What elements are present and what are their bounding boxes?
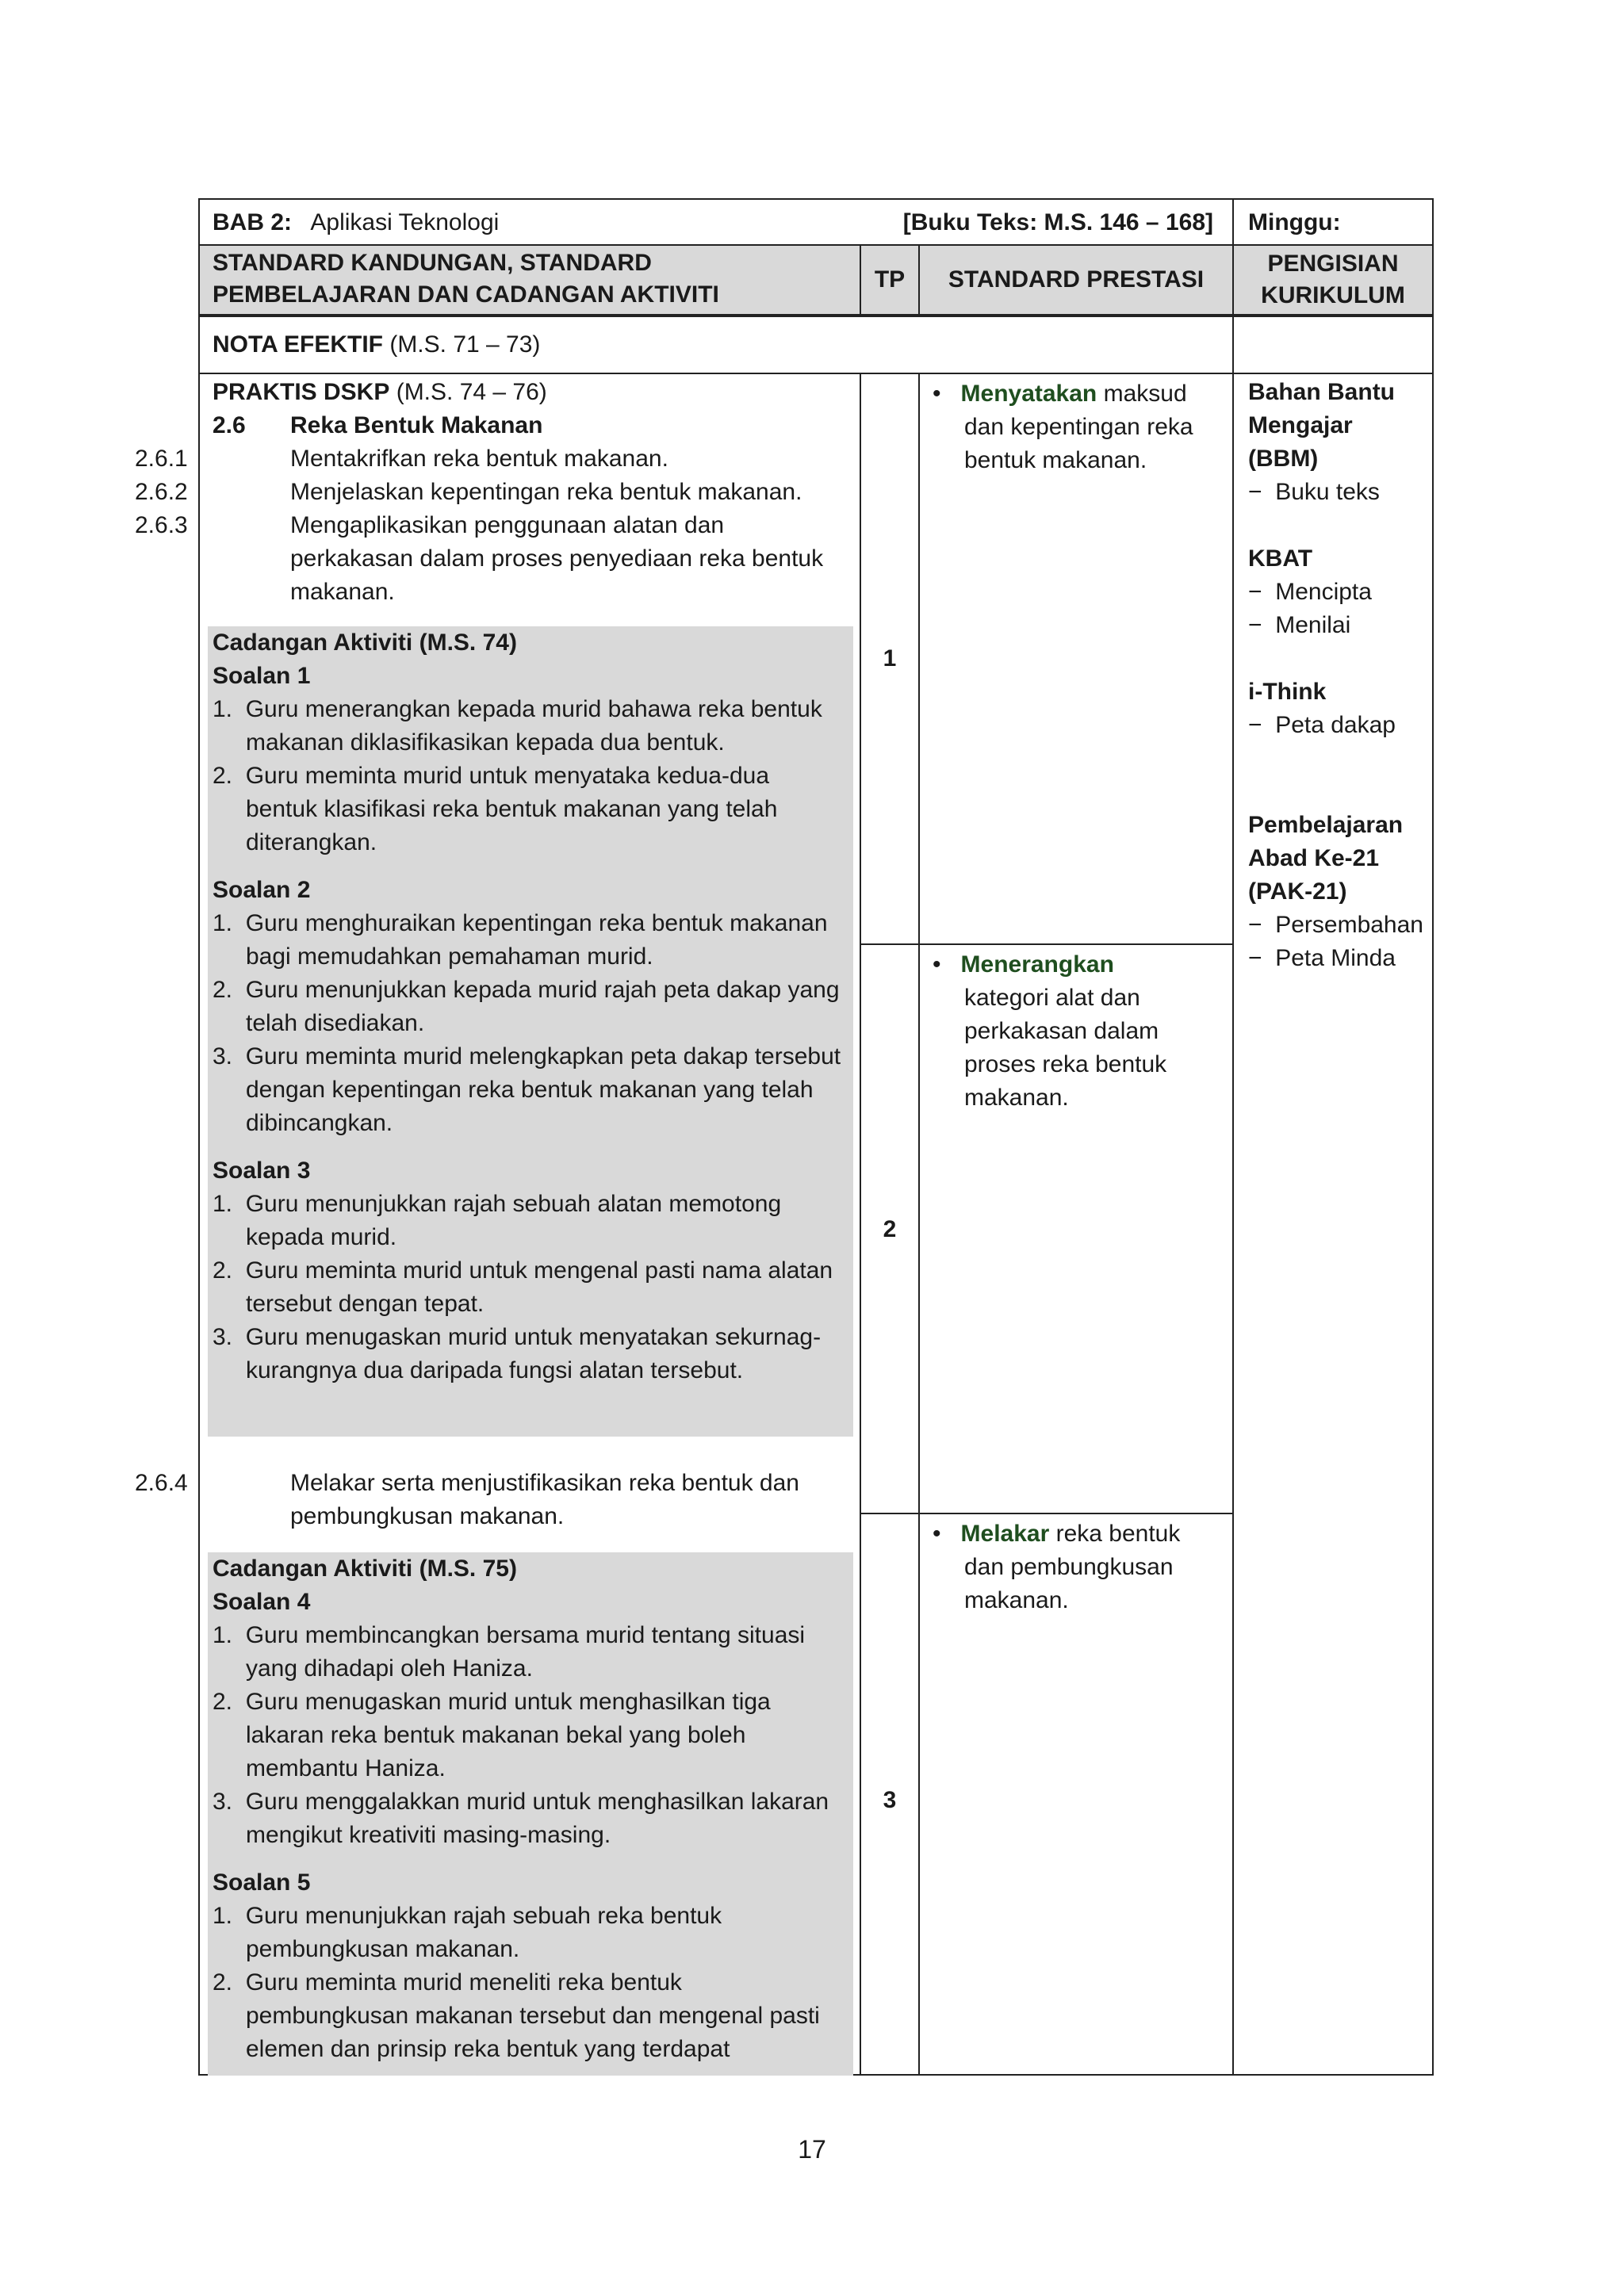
- question-title: Soalan 5: [213, 1869, 311, 1896]
- pk-item: − Persembahan: [1248, 912, 1423, 938]
- sp-number: 2.6.2: [135, 479, 188, 505]
- bab-heading: [213, 206, 847, 241]
- tp-level-3: 3: [883, 1787, 897, 1813]
- sp-text: Mentakrifkan reka bentuk makanan.: [290, 446, 668, 472]
- sp-2-6-4: [135, 1467, 847, 1533]
- sp-text: Melakar serta menjustifikasikan reka bentuk dan pembungkusan makanan.: [290, 1470, 799, 1529]
- bab-label: BAB 2:: [213, 209, 293, 235]
- col-header-tp: TP: [861, 246, 918, 314]
- col-header-sk: STANDARD KANDUNGAN, STANDARD PEMBELAJARAN DAN CADANGAN AKTIVITI: [213, 250, 719, 308]
- page-number: 17: [798, 2135, 826, 2164]
- pk-item: − Buku teks: [1248, 479, 1380, 505]
- pk-item: − Menilai: [1248, 612, 1351, 638]
- bab-title: Aplikasi Teknologi: [310, 209, 500, 235]
- list-item: 2. Guru meminta murid untuk mengenal pasti nama alatan tersebut dengan tepat.: [213, 1257, 833, 1317]
- list-item: 2. Guru meminta murid meneliti reka bentuk pembungkusan makanan tersebut dan mengenal pasti elemen dan prinsip reka bentuk yang terdapat: [213, 1969, 820, 2062]
- pak-title: Pembelajaran Abad Ke-21 (PAK-21): [1248, 812, 1404, 905]
- list-item: 2. Guru menugaskan murid untuk menghasilkan tiga lakaran reka bentuk makanan bekal yang boleh membantu Haniza.: [213, 1689, 771, 1781]
- topic-heading: 2.6 Reka Bentuk Makanan: [213, 412, 543, 438]
- minggu-label: Minggu:: [1248, 209, 1341, 235]
- sp-text: Mengaplikasikan penggunaan alatan dan perkakasan dalam proses penyediaan reka bentuk makanan.: [290, 512, 824, 605]
- nota-label: NOTA EFEKTIF: [213, 331, 383, 358]
- col-divider: [918, 373, 920, 2076]
- pk-item: − Mencipta: [1248, 579, 1372, 605]
- nota-ref: (M.S. 71 – 73): [389, 331, 541, 358]
- tp-divider: [860, 1513, 1234, 1514]
- row-divider: [198, 373, 1434, 374]
- activity-title: Cadangan Aktiviti (M.S. 75): [213, 1556, 517, 1582]
- pk-item: − Peta dakap: [1248, 712, 1396, 738]
- list-item: 2. Guru menunjukkan kepada murid rajah peta dakap yang telah disediakan.: [213, 977, 840, 1036]
- question-title: Soalan 3: [213, 1158, 311, 1184]
- book-reference: [Buku Teks: M.S. 146 – 168]: [902, 209, 1213, 235]
- bbm-title: Bahan Bantu Mengajar (BBM): [1248, 379, 1396, 472]
- sp-number: 2.6.4: [135, 1470, 188, 1496]
- sk-column: [135, 376, 847, 609]
- list-item: 1. Guru menghuraikan kepentingan reka bentuk makanan bagi memudahkan pemahaman murid.: [213, 910, 828, 970]
- sp-descriptor-2: • Menerangkan kategori alat dan perkakasan dalam proses reka bentuk makanan.: [933, 951, 1167, 1111]
- tp-divider: [860, 943, 1234, 945]
- list-item: 1. Guru menunjukkan rajah sebuah alatan memotong kepada murid.: [213, 1191, 782, 1250]
- tp-level-2: 2: [883, 1216, 897, 1242]
- list-item: 1. Guru menerangkan kepada murid bahawa reka bentuk makanan diklasifikasikan kepada dua bentuk.: [213, 696, 822, 756]
- list-item: 3. Guru meminta murid melengkapkan peta dakap tersebut dengan kepentingan reka bentuk makanan yang telah dibincangkan.: [213, 1043, 841, 1136]
- activity-title: Cadangan Aktiviti (M.S. 74): [213, 629, 517, 656]
- nota-efektif: [213, 328, 1164, 362]
- sp-number: 2.6.1: [135, 446, 188, 472]
- kbat-title: KBAT: [1248, 545, 1313, 572]
- question-title: Soalan 2: [213, 877, 311, 903]
- ithink-title: i-Think: [1248, 679, 1327, 705]
- col-divider: [1232, 198, 1234, 2076]
- tp-level-1: 1: [883, 645, 897, 672]
- sp-descriptor-1: • Menyatakan maksud dan kepentingan reka bentuk makanan.: [933, 381, 1193, 473]
- col-header-sp: STANDARD PRESTASI: [920, 246, 1232, 314]
- list-item: 1. Guru membincangkan bersama murid tentang situasi yang dihadapi oleh Haniza.: [213, 1622, 806, 1682]
- question-title: Soalan 4: [213, 1589, 311, 1615]
- praktis-heading: PRAKTIS DSKP (M.S. 74 – 76): [213, 379, 547, 405]
- activity-box-2: [208, 1552, 853, 2076]
- list-item: 1. Guru menunjukkan rajah sebuah reka bentuk pembungkusan makanan.: [213, 1903, 722, 1962]
- activity-box-1: [208, 626, 853, 1437]
- list-item: 3. Guru menugaskan murid untuk menyatakan sekurnag-kurangnya dua daripada fungsi alatan tersebut.: [213, 1324, 822, 1383]
- list-item: 2. Guru meminta murid untuk menyataka kedua-dua bentuk klasifikasi reka bentuk makanan yang telah diterangkan.: [213, 763, 778, 855]
- pk-column: [1248, 376, 1427, 975]
- pk-item: − Peta Minda: [1248, 945, 1396, 971]
- sp-descriptor-3: • Melakar reka bentuk dan pembungkusan makanan.: [933, 1521, 1181, 1613]
- row-divider: [198, 314, 1434, 317]
- list-item: 3. Guru menggalakkan murid untuk menghasilkan lakaran mengikut kreativiti masing-masing.: [213, 1789, 829, 1848]
- sp-number: 2.6.3: [135, 512, 188, 538]
- question-title: Soalan 1: [213, 663, 311, 689]
- col-header-pk: PENGISIAN KURIKULUM: [1234, 246, 1432, 314]
- sp-text: Menjelaskan kepentingan reka bentuk makanan.: [290, 479, 802, 505]
